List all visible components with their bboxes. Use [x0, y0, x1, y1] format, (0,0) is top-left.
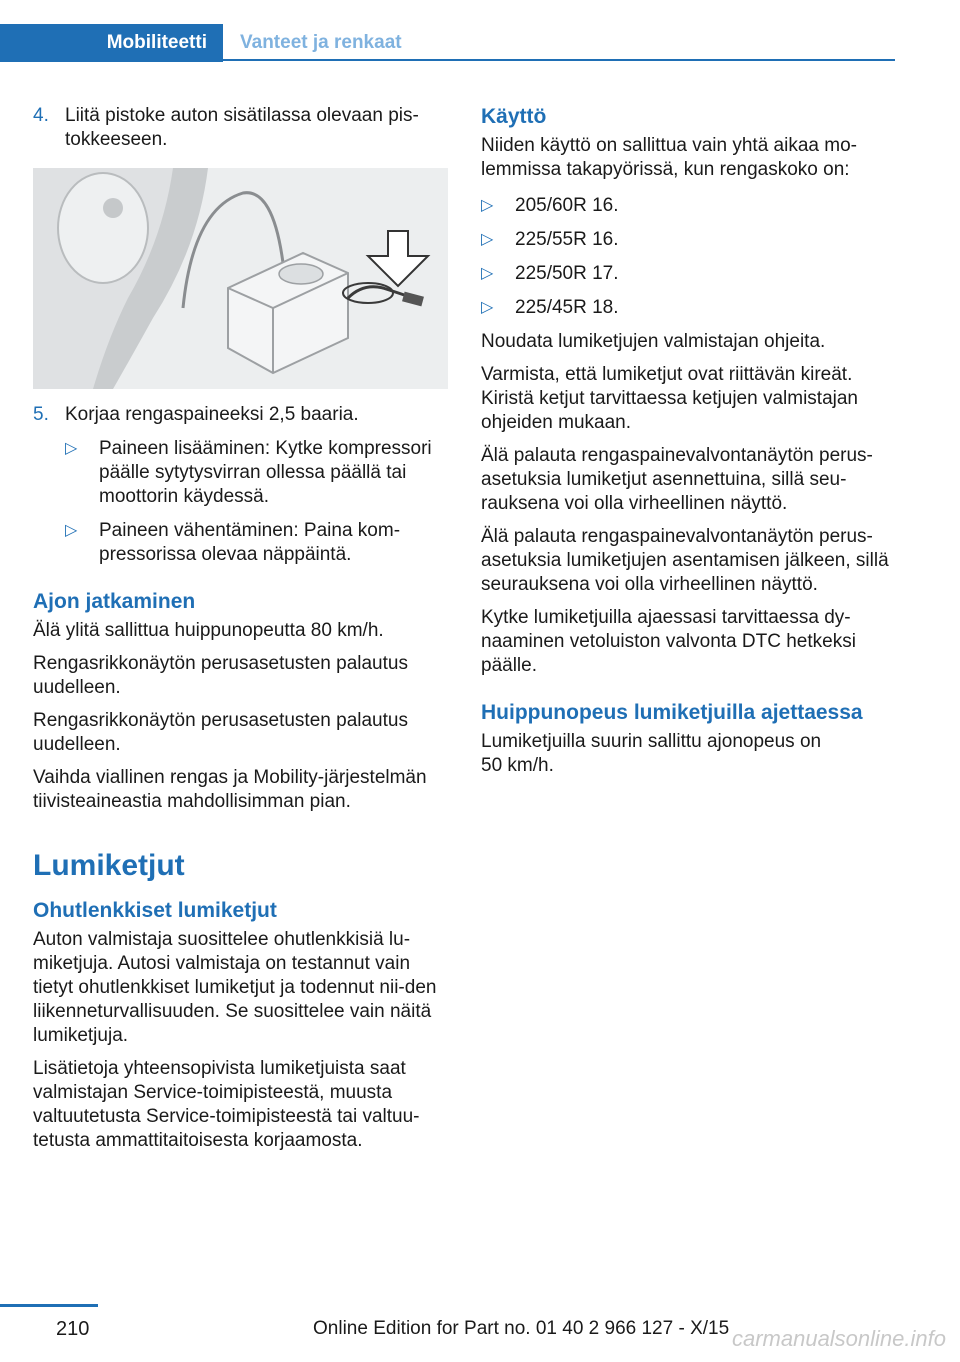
step-5-bullets: [33, 437, 448, 567]
triangle-right-icon: ▷: [481, 265, 494, 282]
list-item-text: 225/50R 17.: [515, 263, 619, 284]
header-tabbar: [0, 24, 895, 62]
paragraph: Älä palauta rengaspainevalvontanäytön perus‐asetuksia lumiketjujen asentamisen jälkeen, sillä seurauksena voi olla virheellinen näyttö.: [481, 526, 889, 595]
list-item: [481, 194, 896, 218]
list-item: [65, 437, 448, 509]
paragraph: Noudata lumiketjujen valmistajan ohjeita.: [481, 331, 826, 352]
list-item-text: 225/45R 18.: [515, 297, 619, 318]
heading-ohutlenkkiset: Ohutlenkkiset lumiketjut: [33, 899, 277, 922]
step-4: [33, 104, 448, 152]
right-column: [481, 104, 896, 778]
list-item-text: Paineen lisääminen: Kytke kompressori päälle sytytysvirran ollessa päällä tai moottorin käydessä.: [99, 438, 432, 507]
paragraph: [481, 730, 896, 778]
paragraph: Varmista, että lumiketjut ovat riittävän kireät. Kiristä ketjut tarvittaessa ketjujen valmistajan ohjeiden mukaan.: [481, 364, 858, 433]
paragraph: Lisätietoja yhteensopivista lumiketjuista saat valmistajan Service-toimipisteestä, muusta valtuutetusta Service-toimipisteestä tai valtuu‐tetusta ammattitaitoisesta korjaamosta.: [33, 1058, 420, 1151]
paragraph-line: Lumiketjuilla suurin sallittu ajonopeus on: [481, 731, 822, 752]
paragraph: Kytke lumiketjuilla ajaessasi tarvittaessa dy‐naaminen vetoluiston valvonta DTC hetkeksi päälle.: [481, 607, 856, 676]
paragraph: Älä ylitä sallittua huippunopeutta 80 km/h.: [33, 620, 384, 641]
step-text: Korjaa rengaspaineeksi 2,5 baaria.: [65, 404, 359, 425]
step-text: Liitä pistoke auton sisätilassa olevaan pis‐tokkeeseen.: [65, 105, 419, 150]
list-item-text: 205/60R 16.: [515, 195, 619, 216]
paragraph: Älä palauta rengaspainevalvontanäytön perus‐asetuksia lumiketjut asennettuina, sillä seu‐rauksena voi olla virheellinen näyttö.: [481, 445, 873, 514]
heading-huippunopeus: Huippunopeus lumiketjuilla ajettaessa: [481, 701, 863, 724]
list-item: [481, 228, 896, 252]
paragraph-line: 50 km/h.: [481, 755, 554, 776]
compressor-illustration: [33, 168, 448, 389]
header-divider: [223, 59, 895, 61]
footer-divider: [0, 1304, 98, 1307]
left-column: [33, 104, 448, 1162]
step-number: 5.: [33, 404, 49, 425]
heading-lumiketjut: Lumiketjut: [33, 849, 185, 882]
triangle-right-icon: ▷: [481, 197, 494, 214]
triangle-right-icon: ▷: [481, 231, 494, 248]
paragraph: Rengasrikkonäytön perusasetusten palautus uudelleen.: [33, 710, 408, 755]
triangle-right-icon: ▷: [65, 440, 78, 457]
list-item-text: Paineen vähentäminen: Paina kom‐pressorissa olevaa näppäintä.: [99, 520, 401, 565]
heading-kaytto: Käyttö: [481, 105, 547, 128]
paragraph: Auton valmistaja suosittelee ohutlenkkisiä lu‐miketjuja. Autosi valmistaja on testannut vain tietyt ohutlenkkiset lumiketjut ja todennut nii‐den liikenneturvallisuuden. Se suosittelee vain näitä lumiketjuja.: [33, 929, 437, 1046]
paragraph: Rengasrikkonäytön perusasetusten palautus uudelleen.: [33, 653, 408, 698]
paragraph: Vaihda viallinen rengas ja Mobility-järjestelmän tiivisteaineastia mahdollisimman pian.: [33, 767, 427, 812]
tab-mobiliteetti[interactable]: Mobiliteetti: [0, 24, 223, 62]
edition-text: Online Edition for Part no. 01 40 2 966 127 - X/15: [313, 1318, 730, 1339]
compressor-image: [33, 168, 448, 389]
list-item-text: 225/55R 16.: [515, 229, 619, 250]
step-number: 4.: [33, 105, 49, 126]
page-number: 210: [56, 1318, 90, 1340]
triangle-right-icon: ▷: [65, 522, 78, 539]
list-item: [481, 262, 896, 286]
step-5: [33, 403, 448, 427]
watermark: carmanualsonline.info: [731, 1326, 946, 1351]
list-item: [481, 296, 896, 320]
paragraph: Niiden käyttö on sallittua vain yhtä aikaa mo‐lemmissa takapyörissä, kun rengaskoko on:: [481, 135, 857, 180]
tab-vanteet-ja-renkaat[interactable]: Vanteet ja renkaat: [240, 32, 402, 53]
list-item: [65, 519, 448, 567]
triangle-right-icon: ▷: [481, 299, 494, 316]
heading-ajon-jatkaminen: Ajon jatkaminen: [33, 590, 196, 613]
